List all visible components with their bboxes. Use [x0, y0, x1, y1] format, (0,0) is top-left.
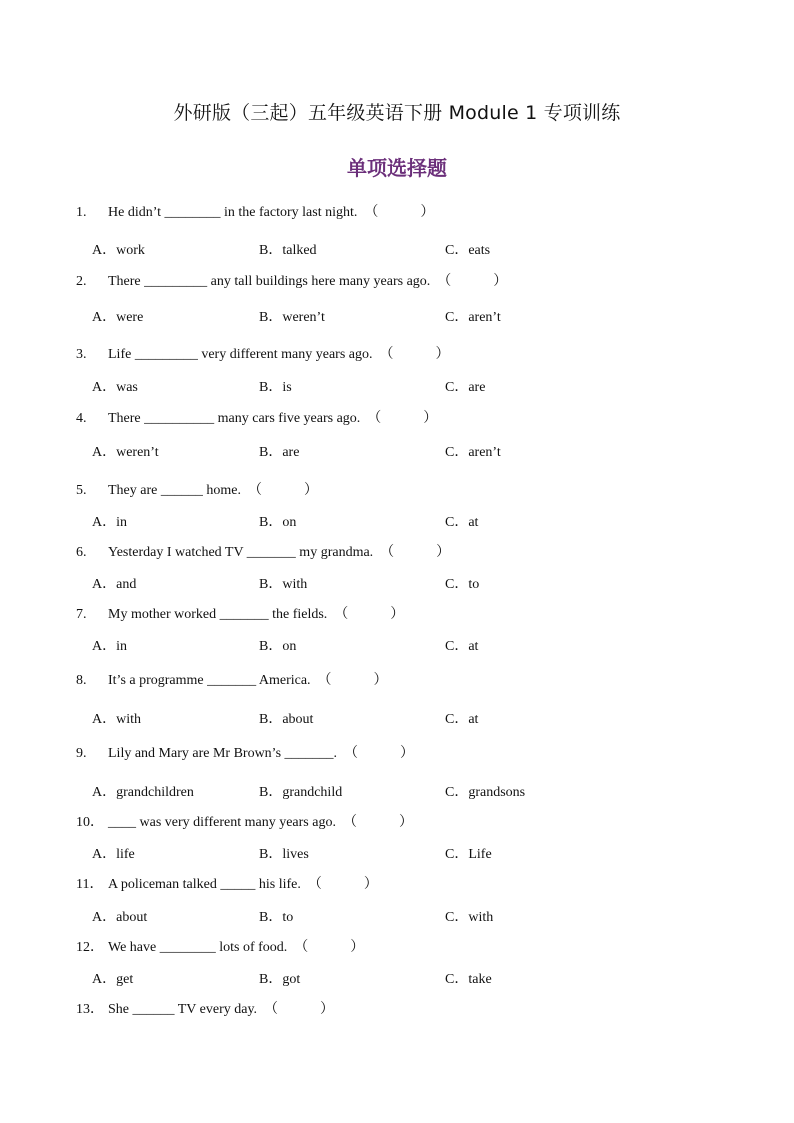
question-number: 13．	[76, 1002, 104, 1017]
option-b[interactable]: B．on	[259, 515, 297, 530]
question-number: 7.	[76, 607, 87, 622]
option-a[interactable]: A．weren’t	[92, 445, 159, 460]
question-text: It’s a programme _______ America. （ ）	[108, 673, 388, 688]
option-c[interactable]: C．eats	[445, 243, 491, 258]
option-c[interactable]: C．take	[445, 972, 492, 987]
option-a[interactable]: A．in	[92, 515, 127, 530]
question-text: ____ was very different many years ago. （ ）	[108, 815, 413, 830]
question-11	[76, 876, 378, 894]
option-a[interactable]: A．with	[92, 712, 141, 727]
option-b[interactable]: B．on	[259, 639, 297, 654]
option-a[interactable]: A．get	[92, 972, 134, 987]
question-number: 6.	[76, 545, 87, 560]
option-b[interactable]: B．got	[259, 972, 301, 987]
question-6	[76, 544, 450, 562]
question-number: 11．	[76, 877, 104, 892]
question-text: Lily and Mary are Mr Brown’s _______. （ ）	[108, 746, 415, 761]
option-b[interactable]: B．grandchild	[259, 785, 343, 800]
question-8	[76, 672, 388, 690]
section-heading: 单项选择题	[347, 156, 447, 180]
option-a[interactable]: A．about	[92, 910, 148, 925]
option-c[interactable]: C．with	[445, 910, 494, 925]
question-text: Yesterday I watched TV _______ my grandma. （ ）	[108, 545, 451, 560]
option-a[interactable]: A．work	[92, 243, 145, 258]
option-b[interactable]: B．with	[259, 577, 308, 592]
option-c[interactable]: C．are	[445, 380, 486, 395]
question-4	[76, 410, 437, 428]
question-7	[76, 606, 404, 624]
question-2	[76, 273, 507, 291]
option-a[interactable]: A．life	[92, 847, 135, 862]
question-9	[76, 745, 414, 763]
question-text: There __________ many cars five years ago. （ ）	[108, 411, 438, 426]
option-b[interactable]: B．lives	[259, 847, 309, 862]
question-number: 12．	[76, 940, 104, 955]
option-b[interactable]: B．are	[259, 445, 300, 460]
option-a[interactable]: A．was	[92, 380, 138, 395]
question-1	[76, 204, 434, 222]
option-c[interactable]: C．grandsons	[445, 785, 526, 800]
option-b[interactable]: B．to	[259, 910, 294, 925]
question-number: 2.	[76, 274, 87, 289]
question-number: 10．	[76, 815, 104, 830]
question-number: 4.	[76, 411, 87, 426]
option-b[interactable]: B．is	[259, 380, 292, 395]
option-b[interactable]: B．talked	[259, 243, 317, 258]
option-a[interactable]: A．were	[92, 310, 144, 325]
option-c[interactable]: C．aren’t	[445, 310, 501, 325]
option-b[interactable]: B．weren’t	[259, 310, 325, 325]
question-3	[76, 346, 450, 364]
question-number: 5.	[76, 483, 87, 498]
option-c[interactable]: C．to	[445, 577, 480, 592]
question-text: He didn’t ________ in the factory last night. （ ）	[108, 205, 435, 220]
question-text: Life _________ very different many years ago. （ ）	[108, 347, 450, 362]
question-5	[76, 482, 318, 500]
question-number: 8.	[76, 673, 87, 688]
question-text: They are ______ home. （ ）	[108, 483, 318, 498]
page-title: 外研版（三起）五年级英语下册 Module 1 专项训练	[173, 102, 621, 124]
option-c[interactable]: C．Life	[445, 847, 492, 862]
question-text: My mother worked _______ the fields. （ ）	[108, 607, 405, 622]
question-number: 1.	[76, 205, 87, 220]
question-12	[76, 939, 364, 957]
option-a[interactable]: A．and	[92, 577, 137, 592]
question-text: A policeman talked _____ his life. （ ）	[108, 877, 378, 892]
question-number: 3.	[76, 347, 87, 362]
question-number: 9.	[76, 746, 87, 761]
option-b[interactable]: B．about	[259, 712, 314, 727]
question-13	[76, 1001, 334, 1019]
question-text: She ______ TV every day. （ ）	[108, 1002, 335, 1017]
option-c[interactable]: C．at	[445, 639, 479, 654]
question-text: There _________ any tall buildings here many years ago. （ ）	[108, 274, 508, 289]
question-10	[76, 814, 413, 832]
option-c[interactable]: C．at	[445, 515, 479, 530]
option-a[interactable]: A．grandchildren	[92, 785, 194, 800]
option-c[interactable]: C．aren’t	[445, 445, 501, 460]
option-c[interactable]: C．at	[445, 712, 479, 727]
question-text: We have ________ lots of food. （ ）	[108, 940, 365, 955]
option-a[interactable]: A．in	[92, 639, 127, 654]
